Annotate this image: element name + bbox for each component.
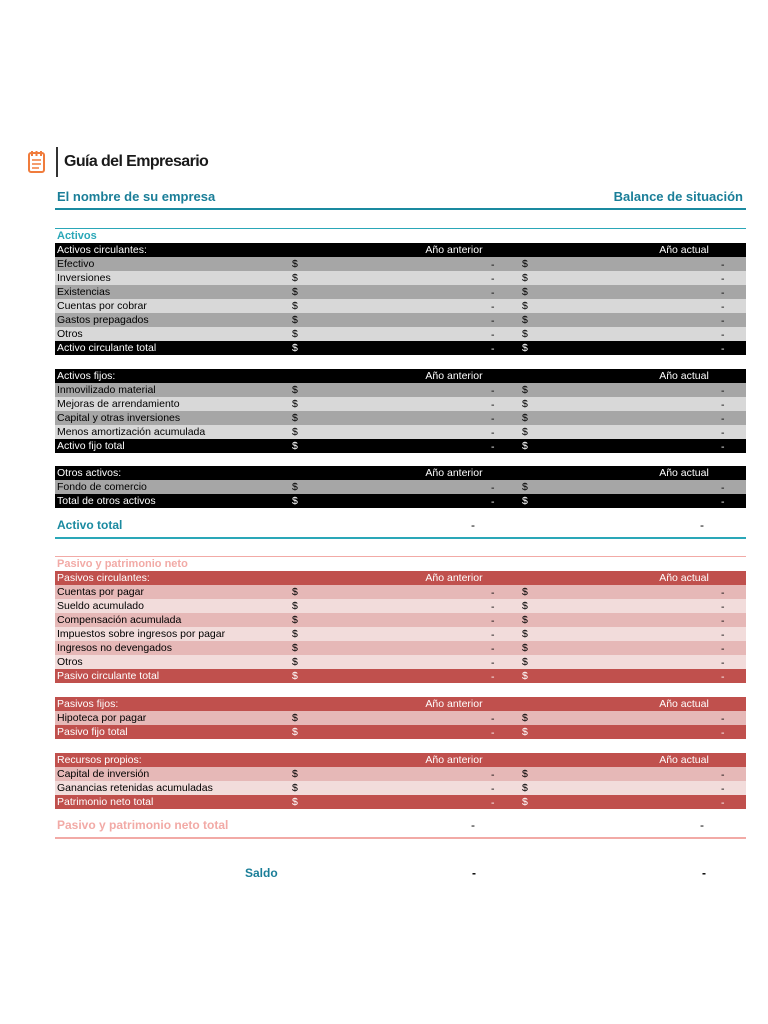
currency-symbol: $ <box>292 600 298 612</box>
value-curr: - <box>721 601 725 613</box>
pasivo-total-label: Pasivo y patrimonio neto total <box>57 818 229 832</box>
row-label: Fondo de comercio <box>57 481 147 493</box>
value-curr: - <box>721 783 725 795</box>
currency-symbol: $ <box>522 272 528 284</box>
value-curr: - <box>721 482 725 494</box>
activo-total-prev: - <box>471 518 475 532</box>
value-curr: - <box>721 615 725 627</box>
activo-total-row <box>55 518 746 539</box>
document-header <box>55 188 746 210</box>
currency-symbol: $ <box>522 656 528 668</box>
row-label: Sueldo acumulado <box>57 600 144 612</box>
saldo-curr: - <box>702 866 706 880</box>
value-prev: - <box>491 727 495 739</box>
value-prev: - <box>491 629 495 641</box>
currency-symbol: $ <box>292 286 298 298</box>
currency-symbol: $ <box>522 782 528 794</box>
table-total-row <box>55 795 746 809</box>
row-label: Cuentas por pagar <box>57 586 144 598</box>
group-header-label: Pasivos circulantes: <box>57 572 150 584</box>
value-prev: - <box>491 315 495 327</box>
table-row <box>55 313 746 327</box>
table-row <box>55 397 746 411</box>
row-label: Gastos prepagados <box>57 314 149 326</box>
value-curr: - <box>721 769 725 781</box>
currency-symbol: $ <box>292 642 298 654</box>
value-curr: - <box>721 657 725 669</box>
table-row <box>55 299 746 313</box>
group-header-label: Otros activos: <box>57 467 122 479</box>
currency-symbol: $ <box>292 495 298 507</box>
row-label: Capital de inversión <box>57 768 150 780</box>
currency-symbol: $ <box>292 586 298 598</box>
column-header-prev: Año anterior <box>425 244 483 256</box>
column-header-prev: Año anterior <box>425 754 483 766</box>
table-row <box>55 480 746 494</box>
row-label: Cuentas por cobrar <box>57 300 147 312</box>
notepad-icon <box>26 150 48 174</box>
column-header-prev: Año anterior <box>425 370 483 382</box>
row-label: Otros <box>57 656 83 668</box>
total-label: Patrimonio neto total <box>57 796 154 808</box>
currency-symbol: $ <box>522 314 528 326</box>
column-header-curr: Año actual <box>659 370 709 382</box>
value-prev: - <box>491 657 495 669</box>
currency-symbol: $ <box>292 670 298 682</box>
total-label: Pasivo fijo total <box>57 726 128 738</box>
value-prev: - <box>491 273 495 285</box>
currency-symbol: $ <box>292 342 298 354</box>
currency-symbol: $ <box>522 300 528 312</box>
value-prev: - <box>491 496 495 508</box>
document-title: Balance de situación <box>613 189 743 204</box>
value-curr: - <box>721 287 725 299</box>
currency-symbol: $ <box>522 796 528 808</box>
value-prev: - <box>491 385 495 397</box>
brand-logo <box>26 146 208 178</box>
pasivo-total-curr: - <box>700 818 704 832</box>
column-header-prev: Año anterior <box>425 572 483 584</box>
table-row <box>55 711 746 725</box>
table-total-row <box>55 725 746 739</box>
group-header-label: Pasivos fijos: <box>57 698 119 710</box>
currency-symbol: $ <box>292 656 298 668</box>
currency-symbol: $ <box>292 614 298 626</box>
currency-symbol: $ <box>292 481 298 493</box>
value-curr: - <box>721 427 725 439</box>
column-header-curr: Año actual <box>659 467 709 479</box>
group-header-label: Activos circulantes: <box>57 244 147 256</box>
table-row <box>55 285 746 299</box>
group-header-label: Recursos propios: <box>57 754 142 766</box>
table-row <box>55 585 746 599</box>
column-header-curr: Año actual <box>659 244 709 256</box>
currency-symbol: $ <box>522 642 528 654</box>
value-curr: - <box>721 343 725 355</box>
value-prev: - <box>491 441 495 453</box>
currency-symbol: $ <box>292 314 298 326</box>
logo-divider <box>56 147 58 177</box>
currency-symbol: $ <box>522 586 528 598</box>
column-header-prev: Año anterior <box>425 467 483 479</box>
table-row <box>55 655 746 669</box>
section-title-text: Activos <box>57 230 97 242</box>
table-header-row <box>55 369 746 383</box>
value-curr: - <box>721 797 725 809</box>
value-prev: - <box>491 769 495 781</box>
table-row <box>55 599 746 613</box>
currency-symbol: $ <box>522 328 528 340</box>
column-header-curr: Año actual <box>659 698 709 710</box>
currency-symbol: $ <box>522 426 528 438</box>
value-curr: - <box>721 643 725 655</box>
row-label: Menos amortización acumulada <box>57 426 206 438</box>
table-row <box>55 411 746 425</box>
table-total-row <box>55 341 746 355</box>
table-row <box>55 271 746 285</box>
table-row <box>55 257 746 271</box>
value-curr: - <box>721 713 725 725</box>
currency-symbol: $ <box>522 614 528 626</box>
value-prev: - <box>491 287 495 299</box>
row-label: Impuestos sobre ingresos por pagar <box>57 628 226 640</box>
section-title-activos <box>55 228 746 243</box>
currency-symbol: $ <box>292 412 298 424</box>
currency-symbol: $ <box>522 726 528 738</box>
currency-symbol: $ <box>522 600 528 612</box>
currency-symbol: $ <box>522 768 528 780</box>
activo-total-curr: - <box>700 518 704 532</box>
table-total-row <box>55 494 746 508</box>
currency-symbol: $ <box>292 628 298 640</box>
value-curr: - <box>721 301 725 313</box>
total-label: Activo fijo total <box>57 440 125 452</box>
currency-symbol: $ <box>292 328 298 340</box>
value-prev: - <box>491 301 495 313</box>
currency-symbol: $ <box>522 495 528 507</box>
row-label: Compensación acumulada <box>57 614 182 626</box>
table-row <box>55 627 746 641</box>
currency-symbol: $ <box>522 286 528 298</box>
value-prev: - <box>491 713 495 725</box>
table-total-row <box>55 439 746 453</box>
value-curr: - <box>721 496 725 508</box>
currency-symbol: $ <box>522 670 528 682</box>
value-prev: - <box>491 643 495 655</box>
row-label: Otros <box>57 328 83 340</box>
row-label: Ganancias retenidas acumuladas <box>57 782 213 794</box>
table-row <box>55 383 746 397</box>
currency-symbol: $ <box>292 272 298 284</box>
value-curr: - <box>721 629 725 641</box>
currency-symbol: $ <box>522 628 528 640</box>
table-header-row <box>55 753 746 767</box>
value-curr: - <box>721 671 725 683</box>
value-prev: - <box>491 259 495 271</box>
row-label: Ingresos no devengados <box>57 642 173 654</box>
section-title-text: Pasivo y patrimonio neto <box>57 558 188 570</box>
currency-symbol: $ <box>522 398 528 410</box>
value-curr: - <box>721 259 725 271</box>
currency-symbol: $ <box>292 384 298 396</box>
value-prev: - <box>491 783 495 795</box>
value-prev: - <box>491 329 495 341</box>
currency-symbol: $ <box>292 300 298 312</box>
activo-total-label: Activo total <box>57 518 123 532</box>
group-header-label: Activos fijos: <box>57 370 116 382</box>
company-name: El nombre de su empresa <box>57 189 216 204</box>
row-label: Inmovilizado material <box>57 384 156 396</box>
total-label: Activo circulante total <box>57 342 157 354</box>
table-row <box>55 767 746 781</box>
pasivo-total-prev: - <box>471 818 475 832</box>
saldo-label: Saldo <box>245 866 278 880</box>
value-curr: - <box>721 587 725 599</box>
total-label: Total de otros activos <box>57 495 156 507</box>
currency-symbol: $ <box>522 440 528 452</box>
section-title-pasivo <box>55 556 746 571</box>
value-curr: - <box>721 385 725 397</box>
column-header-curr: Año actual <box>659 572 709 584</box>
currency-symbol: $ <box>292 426 298 438</box>
row-label: Inversiones <box>57 272 111 284</box>
currency-symbol: $ <box>292 796 298 808</box>
table-row <box>55 425 746 439</box>
currency-symbol: $ <box>292 782 298 794</box>
row-label: Existencias <box>57 286 111 298</box>
value-prev: - <box>491 343 495 355</box>
currency-symbol: $ <box>292 768 298 780</box>
value-prev: - <box>491 615 495 627</box>
value-prev: - <box>491 413 495 425</box>
brand-name: Guía del Empresario <box>64 153 209 170</box>
table-row <box>55 781 746 795</box>
saldo-prev: - <box>472 866 476 880</box>
value-prev: - <box>491 399 495 411</box>
table-header-row <box>55 571 746 585</box>
currency-symbol: $ <box>292 440 298 452</box>
currency-symbol: $ <box>522 384 528 396</box>
table-row <box>55 613 746 627</box>
currency-symbol: $ <box>522 481 528 493</box>
table-total-row <box>55 669 746 683</box>
currency-symbol: $ <box>522 258 528 270</box>
pasivo-total-row <box>55 818 746 839</box>
value-prev: - <box>491 587 495 599</box>
table-header-row <box>55 697 746 711</box>
value-prev: - <box>491 671 495 683</box>
currency-symbol: $ <box>292 398 298 410</box>
value-curr: - <box>721 413 725 425</box>
total-label: Pasivo circulante total <box>57 670 160 682</box>
value-prev: - <box>491 601 495 613</box>
currency-symbol: $ <box>522 412 528 424</box>
table-row <box>55 641 746 655</box>
column-header-curr: Año actual <box>659 754 709 766</box>
row-label: Efectivo <box>57 258 95 270</box>
table-header-row <box>55 466 746 480</box>
column-header-prev: Año anterior <box>425 698 483 710</box>
currency-symbol: $ <box>292 258 298 270</box>
value-curr: - <box>721 315 725 327</box>
currency-symbol: $ <box>522 342 528 354</box>
value-curr: - <box>721 329 725 341</box>
currency-symbol: $ <box>292 726 298 738</box>
value-curr: - <box>721 273 725 285</box>
value-curr: - <box>721 727 725 739</box>
row-label: Hipoteca por pagar <box>57 712 147 724</box>
row-label: Capital y otras inversiones <box>57 412 181 424</box>
value-curr: - <box>721 441 725 453</box>
value-prev: - <box>491 482 495 494</box>
value-prev: - <box>491 797 495 809</box>
value-prev: - <box>491 427 495 439</box>
currency-symbol: $ <box>292 712 298 724</box>
currency-symbol: $ <box>522 712 528 724</box>
value-curr: - <box>721 399 725 411</box>
table-row <box>55 327 746 341</box>
row-label: Mejoras de arrendamiento <box>57 398 180 410</box>
table-header-row <box>55 243 746 257</box>
